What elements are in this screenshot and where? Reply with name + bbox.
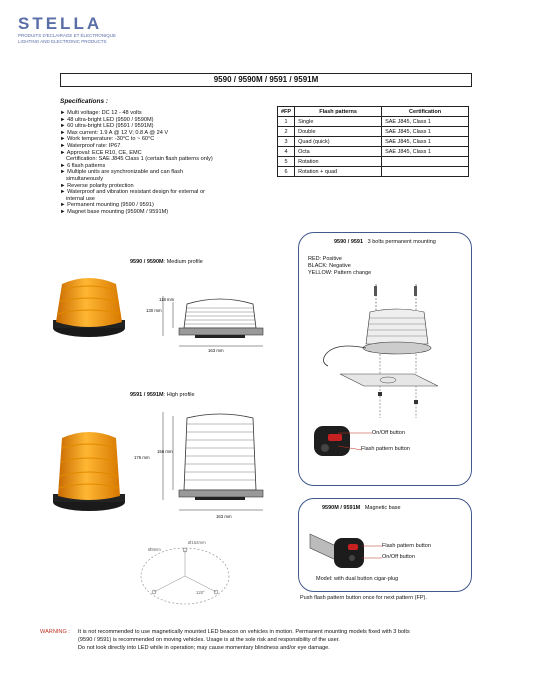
tagline-line2: LIGHTING AND ELECTRONIC PRODUCTS [18,38,107,44]
cell: Rotation + quad [295,167,382,177]
spec-item: ► Permanent mounting (9590 / 9591) [60,202,154,209]
base-dim-angle: 120° [196,590,205,595]
medium-caption-text: : Medium profile [163,259,203,265]
spec-item: ► Max current: 1.9 A @ 12 V; 0.8 A @ 24 V [60,129,169,136]
cell: 3 [278,137,295,147]
table-header-row [278,107,469,117]
brand-logo: STELLA [18,14,103,33]
spec-item: ► Magnet base mounting (9590M / 9591M) [60,208,169,215]
spec-item: ► 6 flash patterns [60,162,106,169]
warning-line: Do not look directly into LED while in operation; may cause momentary blindness and/or eye damage. [78,645,330,651]
permanent-caption [334,239,436,245]
amber-beacon-high-photo [46,422,132,522]
high-dim-height-outer: 176 mm [134,455,150,460]
high-caption-text: : High profile [163,392,195,398]
base-dim-circle: Ø152mm [188,540,206,545]
table-row [278,167,469,177]
cell: Octa [295,147,382,157]
wire-yellow: YELLOW: Pattern change [308,270,372,276]
amber-beacon-medium-photo [46,270,132,346]
base-dim-hole: Ø8mm [148,547,161,552]
table-row [278,157,469,167]
push-flash-note: Push flash pattern button once for next pattern (FP). [300,595,427,601]
wire-red: RED: Positive [308,256,342,262]
cell: Rotation [295,157,382,167]
cell: SAE J845, Class 1 [382,147,469,157]
spec-item: ► 60 ultra-bright LED (9591 / 9591M) [60,123,154,130]
cell: SAE J845, Class 1 [382,127,469,137]
flash-pattern-button-label: Flash pattern button [361,446,410,452]
high-profile-dimension-drawing [155,406,275,516]
specs-list [60,110,275,216]
spec-item: ► Reverse polarity protection [60,182,134,189]
medium-dim-width: 163 mm [208,348,224,353]
spec-item: Certification: SAE J845 Class 1 (certain flash patterns only) [66,156,213,163]
cell: 4 [278,147,295,157]
warning-line: (9590 / 9591) is recommended on moving vehicles. Usage is at the sole risk and responsibility of the user. [78,637,340,643]
cell: Double [295,127,382,137]
wire-black: BLACK: Negative [308,263,351,269]
col-header: Flash patterns [295,107,382,117]
wire-legend [308,256,371,277]
spec-item: ► Waterproof rate: IP67 [60,142,121,149]
medium-profile-dimension-drawing [155,278,275,358]
magnetic-model-note: Model: with dual button cigar-plug [316,576,399,582]
cell [382,157,469,167]
permanent-caption-text: 3 bolts permanent mounting [367,239,436,245]
medium-profile-caption [130,259,203,265]
permanent-mounting-exploded-drawing [316,282,448,422]
high-dim-width: 163 mm [216,514,232,519]
col-header: #FP [278,107,295,117]
magnetic-caption-model: 9590M / 9591M [322,505,361,511]
table-row [278,137,469,147]
base-hole-diagram [130,540,240,610]
spec-item: simultaneously [66,175,103,182]
spec-item: internal use [66,195,95,202]
specs-heading: Specifications : [60,98,109,105]
magnetic-caption-text: Magnetic base [364,505,401,511]
magnetic-flash-button-label: Flash pattern button [382,543,431,549]
cell: SAE J845, Class 1 [382,117,469,127]
flash-pattern-table [277,106,469,177]
spec-item: ► Approval: ECE R10, CE, EMC [60,149,142,156]
cell: Single [295,117,382,127]
cell: 6 [278,167,295,177]
permanent-caption-model: 9590 / 9591 [334,239,364,245]
table-row [278,147,469,157]
cigar-plug-dual-button-icon [306,524,384,572]
medium-dim-height-outer: 130 mm [146,308,162,313]
medium-caption-model: 9590 / 9590M [130,259,164,265]
cell: 1 [278,117,295,127]
col-header: Certification [382,107,469,117]
spec-item: ► Multi voltage: DC 12 - 48 volts [60,110,142,116]
spec-item: ► Waterproof and vibration resistant design for external or [60,189,205,196]
table-row [278,127,469,137]
high-profile-caption [130,392,195,398]
tagline-line1: PRODUITS D'ECLAIRAGE ET ÉLECTRONIQUE [18,33,117,38]
warning-line: It is not recommended to use magnetically mounted LED beacon on vehicles in motion. Permanent mounting models fixed with 3 bolts [78,629,410,635]
warning-label: WARNING : [40,629,70,635]
cell [382,167,469,177]
magnetic-onoff-button-label: On/Off button [382,554,415,560]
high-caption-model: 9591 / 9591M [130,392,164,398]
spec-item: ► Work temperature: -30°C to ~ 60°C [60,136,155,143]
cell: SAE J845, Class 1 [382,137,469,147]
spec-item: ► 48 ultra-bright LED (9590 / 9590M) [60,116,154,123]
page-title: 9590 / 9590M / 9591 / 9591M [60,73,472,87]
cell: 5 [278,157,295,167]
magnetic-caption [322,505,401,511]
brand-tagline [18,33,116,44]
cell: 2 [278,127,295,137]
spec-item: ► Multiple units are synchronizable and can flash [60,169,184,176]
onoff-button-label: On/Off button [372,430,405,436]
warning-block [40,628,520,652]
table-row [278,117,469,127]
cell: Quad (quick) [295,137,382,147]
medium-dim-height-inner: 118 mm [159,297,175,302]
high-dim-height-inner: 156 mm [157,449,173,454]
